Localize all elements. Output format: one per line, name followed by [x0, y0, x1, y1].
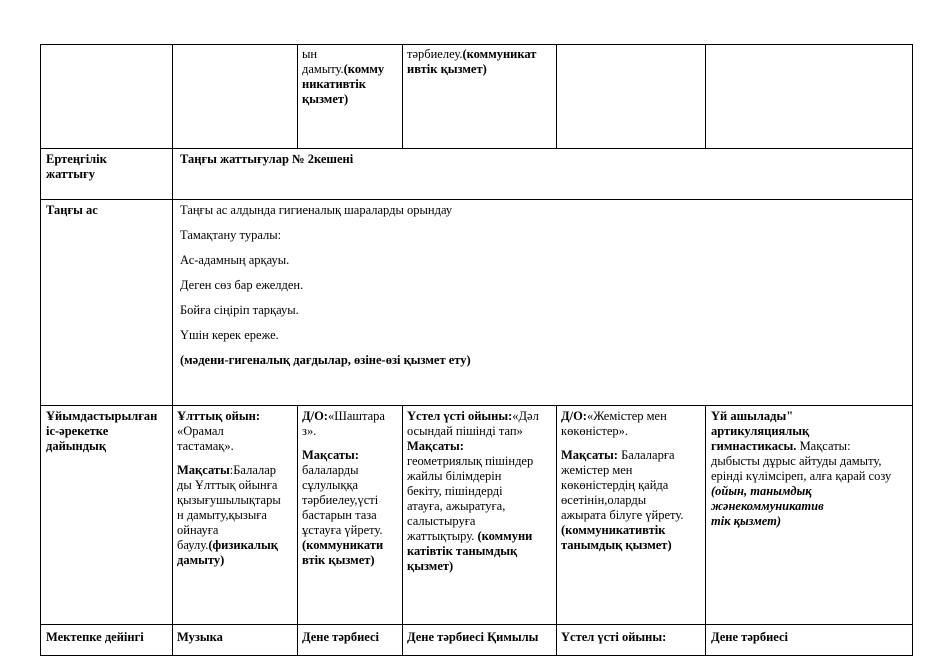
activity-name-line: осындай пішінді тап»	[407, 424, 523, 438]
activity-goal-line: салыстыруға	[407, 514, 476, 528]
activity-tag: дамыту)	[177, 553, 225, 567]
activity-tag: қызмет)	[407, 559, 454, 573]
row1-col4-line1: тәрбиелеу.(коммуникат	[407, 47, 537, 61]
activity-goal-line: сұлулыққа	[302, 478, 359, 492]
row4-col5-cell	[561, 409, 703, 553]
row4-col6-cell	[711, 409, 911, 529]
activity-tag: (коммуникати	[302, 538, 384, 552]
row4-label-line2: іс-әрекетке	[46, 424, 109, 438]
row4-label-line3: дайындық	[46, 439, 107, 453]
activity-tag: (ойын, танымдық	[711, 484, 812, 498]
row-divider	[40, 624, 913, 625]
breakfast-line: Тамақтану туралы:	[180, 228, 282, 242]
activity-goal-line: ойнауға	[177, 523, 219, 537]
activity-goal-line: н дамыту,қызыға	[177, 508, 267, 522]
activity-name-line: з».	[302, 424, 317, 438]
activity-title: Үй ашылады"	[711, 409, 794, 423]
column-divider	[705, 44, 706, 149]
row3-label: Таңғы ас	[46, 203, 98, 217]
activity-title: артикуляциялық	[711, 424, 810, 438]
row4-col4-cell	[407, 409, 555, 574]
row1-col3-line1: ын	[302, 47, 318, 61]
table-border-bottom	[40, 655, 913, 656]
activity-goal-line: көкөністердің қайда	[561, 478, 669, 492]
activity-goal-line: бастарын таза	[302, 508, 377, 522]
activity-goal-line: жаттықтыру. (коммуни	[407, 529, 533, 543]
table-border-left	[40, 44, 41, 656]
table-border-top	[40, 44, 913, 45]
activity-goal-line: қызығушылықтары	[177, 493, 281, 507]
activity-tag: втік қызмет)	[302, 553, 375, 567]
activity-goal-line: атауға, ажыратуға,	[407, 499, 506, 513]
row1-col3-cell	[302, 47, 398, 107]
activity-goal-line: ажырата білуге үйрету.	[561, 508, 684, 522]
breakfast-line: Таңғы ас алдында гигиеналық шараларды орындау	[180, 203, 453, 217]
morning-exercise-title: Таңғы жаттығулар № 2кешені	[180, 152, 354, 166]
column-divider	[172, 44, 173, 656]
row2-label-line2: жаттығу	[46, 167, 95, 181]
activity-name-line: көкөністер».	[561, 424, 628, 438]
row5-col4: Дене тәрбиесі Қимылы	[407, 630, 539, 644]
activity-title: Ұлттық ойын:	[177, 409, 260, 423]
column-divider	[402, 405, 403, 656]
row5-label: Мектепке дейінгі	[46, 630, 144, 644]
activity-goal-line: тәрбиелеу,үсті	[302, 493, 379, 507]
column-divider	[402, 44, 403, 149]
row1-col4-cell	[407, 47, 553, 77]
activity-goal-line: ерінді күлімсіреп, алға қарай созу	[711, 469, 892, 483]
column-divider	[297, 44, 298, 149]
activity-goal-line: өсетінін,оларды	[561, 493, 647, 507]
row5-col5: Үстел үсті ойыны:	[561, 630, 667, 644]
row5-col3: Дене тәрбиесі	[302, 630, 379, 644]
activity-name-line: тастамақ».	[177, 439, 234, 453]
row2-label	[46, 152, 168, 182]
row2-label-line1: Ертеңгілік	[46, 152, 107, 166]
activity-goal-line: жайлы білімдерін	[407, 469, 502, 483]
row4-label	[46, 409, 170, 454]
activity-goal-line: баулу.(физикалық	[177, 538, 278, 552]
row5-col6: Дене тәрбиесі	[711, 630, 788, 644]
activity-tag: танымдық қызмет)	[561, 538, 672, 552]
row4-col3-cell	[302, 409, 400, 568]
activity-tag: тік қызмет)	[711, 514, 782, 528]
activity-goal-line: ұстауға үйрету.	[302, 523, 383, 537]
activity-goal-label: Мақсаты:	[407, 439, 464, 453]
table-border-right	[912, 44, 913, 656]
row4-label-line1: Ұйымдастырылған	[46, 409, 158, 423]
row1-col4-tag: ивтік қызмет)	[407, 62, 487, 76]
row1-col3-line2: дамыту.(комму	[302, 62, 385, 76]
column-divider	[705, 405, 706, 656]
row5-col2: Музыка	[177, 630, 223, 644]
activity-title-line: Үстел үсті ойыны:«Дәл	[407, 409, 539, 423]
activity-title-line: гимнастикасы. Мақсаты:	[711, 439, 851, 453]
breakfast-content	[180, 203, 900, 378]
activity-goal-line: жемістер мен	[561, 463, 633, 477]
activity-goal-line: ды Ұлттық ойынға	[177, 478, 278, 492]
activity-name-line: «Орамал	[177, 424, 224, 438]
schedule-table	[40, 44, 913, 656]
column-divider	[297, 405, 298, 656]
breakfast-line: Ас-адамның арқауы.	[180, 253, 290, 267]
row-divider	[40, 405, 913, 406]
row1-col3-tag1: никативтік	[302, 77, 366, 91]
row1-col3-tag2: қызмет)	[302, 92, 349, 106]
row4-col2-cell	[177, 409, 295, 568]
activity-tag: жәнекоммуникатив	[711, 499, 824, 513]
breakfast-line: Бойға сіңіріп тарқауы.	[180, 303, 299, 317]
activity-goal-line: Мақсаты:Балалар	[177, 463, 277, 477]
breakfast-line: Деген сөз бар ежелден.	[180, 278, 304, 292]
activity-title-line: Д/О:«Жемістер мен	[561, 409, 667, 423]
activity-tag: (коммуникативтік	[561, 523, 666, 537]
row-divider	[40, 199, 913, 200]
activity-goal-label: Мақсаты:	[302, 448, 359, 462]
activity-goal-line: балаларды	[302, 463, 359, 477]
activity-goal-line: геометриялық пішіндер	[407, 454, 534, 468]
activity-goal-line: дыбысты дұрыс айтуды дамыту,	[711, 454, 882, 468]
column-divider	[556, 405, 557, 656]
breakfast-note: (мәдени-гигеналық дағдылар, өзіне-өзі қызмет ету)	[180, 353, 471, 367]
activity-title-line: Д/О:«Шаштара	[302, 409, 385, 423]
activity-goal-line: Мақсаты: Балаларға	[561, 448, 675, 462]
column-divider	[556, 44, 557, 149]
row-divider	[40, 148, 913, 149]
activity-tag: катівтік танымдық	[407, 544, 518, 558]
activity-goal-line: бекіту, пішіндерді	[407, 484, 503, 498]
breakfast-line: Үшін керек ереже.	[180, 328, 279, 342]
